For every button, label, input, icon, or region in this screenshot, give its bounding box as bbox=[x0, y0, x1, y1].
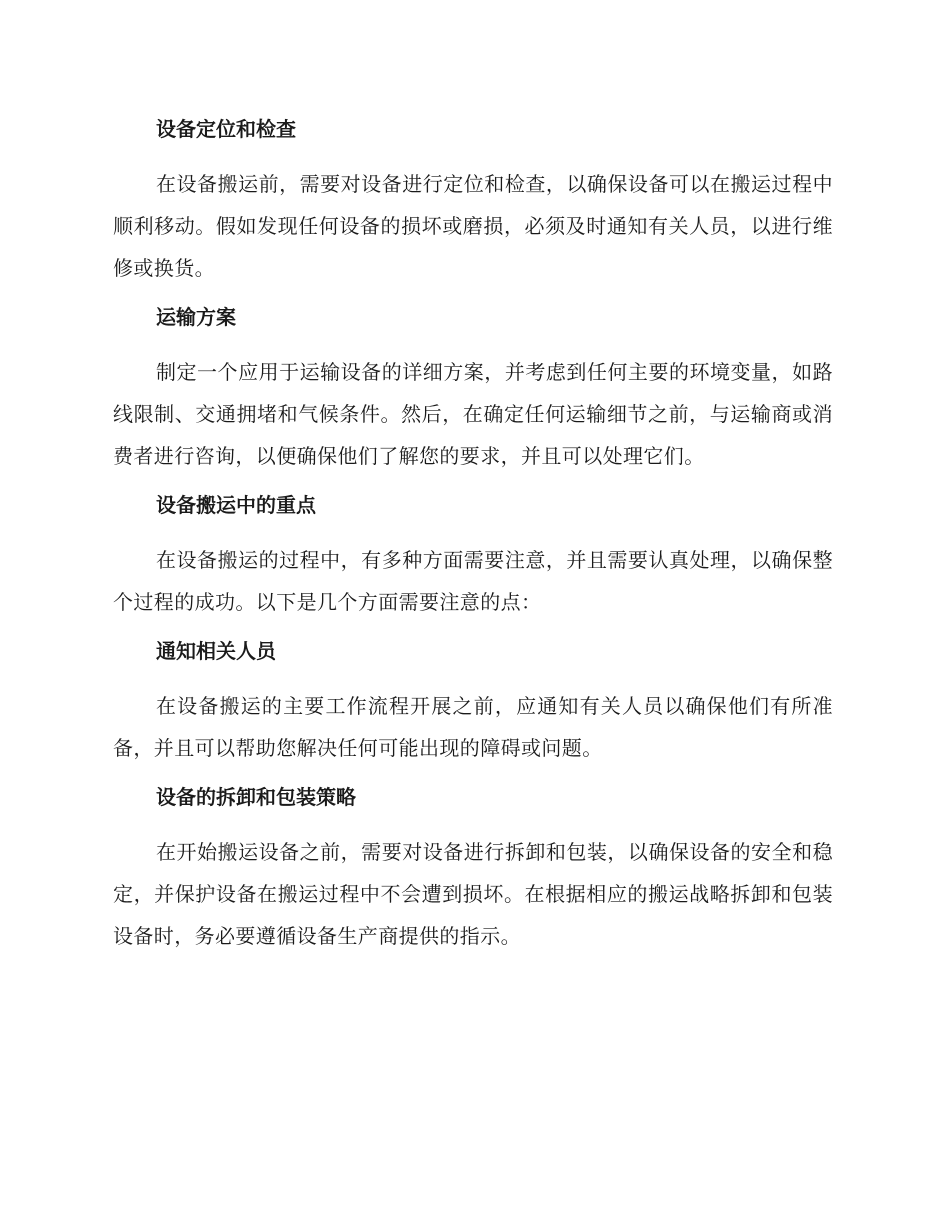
section-body-disassembly-packaging: 在开始搬运设备之前，需要对设备进行拆卸和包装，以确保设备的安全和稳定，并保护设备在搬运过程中不会遭到损坏。在根据相应的搬运战略拆卸和包装设备时，务必要遵循设备生产商提供的指示。 bbox=[113, 840, 833, 948]
section-body-notify-personnel: 在设备搬运的主要工作流程开展之前，应通知有关人员以确保他们有所准备，并且可以帮助您解决任何可能出现的障碍或问题。 bbox=[113, 694, 833, 760]
section-body-equipment-positioning: 在设备搬运前，需要对设备进行定位和检查，以确保设备可以在搬运过程中顺利移动。假如发现任何设备的损坏或磨损，必须及时通知有关人员，以进行维修或换货。 bbox=[113, 172, 833, 280]
section-heading-transport-plan: 运输方案 bbox=[156, 305, 236, 329]
section-body-key-points: 在设备搬运的过程中，有多种方面需要注意，并且需要认真处理，以确保整个过程的成功。以下是几个方面需要注意的点： bbox=[113, 548, 833, 614]
section-heading-notify-personnel: 通知相关人员 bbox=[156, 639, 276, 663]
section-body-transport-plan: 制定一个应用于运输设备的详细方案，并考虑到任何主要的环境变量，如路线限制、交通拥堵和气候条件。然后，在确定任何运输细节之前，与运输商或消费者进行咨询，以便确保他们了解您的要求，并且可以处理它们。 bbox=[113, 360, 833, 468]
section-heading-key-points: 设备搬运中的重点 bbox=[156, 493, 316, 517]
section-heading-equipment-positioning: 设备定位和检查 bbox=[156, 117, 296, 141]
document-page bbox=[113, 113, 833, 969]
section-heading-disassembly-packaging: 设备的拆卸和包装策略 bbox=[156, 785, 356, 809]
